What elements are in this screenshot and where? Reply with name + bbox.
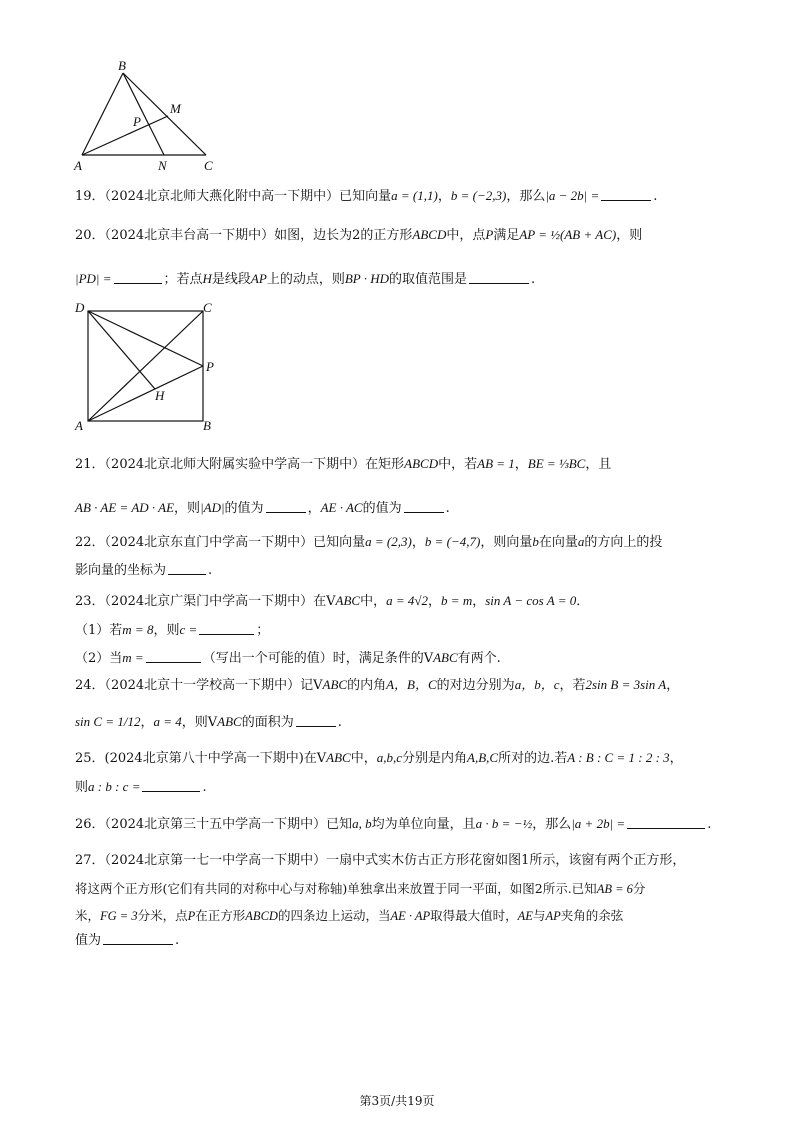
q19-expression: |a − 2b| = [545, 188, 600, 203]
q19-vector-b: b = (−2,3) [450, 188, 507, 203]
q20-pd-expression: |PD| = [75, 271, 112, 286]
q25-text-b: 中， [350, 751, 377, 766]
q24-source: （2024北京十一学校高一下期中） [104, 678, 301, 693]
segment-AM [82, 116, 168, 155]
q25-text-d: 所对的边.若 [498, 751, 568, 766]
question-20-line2 [75, 270, 535, 289]
q25-ratio: A : B : C = 1 : 2 : 3 [567, 750, 670, 765]
q26-end: . [707, 817, 712, 832]
q20-answer-blank-1[interactable] [114, 271, 162, 284]
q23-sub1-text: ，则 [153, 623, 180, 638]
q27-answer-blank[interactable] [103, 932, 173, 945]
q24-triangle: ABC [322, 677, 348, 692]
q23-sub2-text: （写出一个可能的值）时，满足条件的V [202, 651, 434, 666]
q27-line3-text-f: 与 [532, 908, 546, 923]
q27-ab-value: AB = 6 [596, 882, 633, 896]
q27-line1-text: 一扇中式实木仿古正方形花窗如图1所示，该窗有两个正方形， [326, 853, 686, 868]
q24-line2-text-b: 的面积为 [241, 715, 294, 730]
q22-answer-blank[interactable] [168, 562, 206, 575]
q23-end: ． [576, 594, 590, 609]
q27-line3-text-g: 夹角的余弦 [560, 908, 624, 923]
q25-angles: A,B,C [467, 750, 499, 765]
q22-text-d: 的方向上的投 [584, 535, 663, 550]
q21-answer-blank-1[interactable] [266, 500, 306, 513]
label-B2: B [203, 418, 211, 433]
q20-answer-blank-2[interactable] [469, 271, 529, 284]
q26-text-c: ，那么 [532, 817, 572, 832]
q21-line2-text-c: 的值为 [362, 501, 402, 516]
q27-line2-text: 将这两个正方形(它们有共同的对称中心与对称轴)单独拿出来放置于同一平面，如图2所示.已知 [75, 881, 597, 896]
q24-answer-blank[interactable] [296, 714, 336, 727]
question-23-sub1 [75, 621, 269, 640]
q26-source: （2024北京第三十五中学高一下期中） [104, 817, 327, 832]
label-M: M [170, 101, 181, 116]
q21-number: 21． [75, 457, 105, 472]
q20-line2-text-b: 是线段 [211, 272, 251, 287]
q21-end: . [445, 501, 450, 516]
label-N: N [158, 158, 167, 173]
q25-end: . [202, 780, 207, 795]
q24-line2-text: ，则V [181, 715, 218, 730]
q21-line2-text: ，则 [174, 501, 201, 516]
q24-text-d: ，若 [559, 678, 586, 693]
q26-expression: |a + 2b| = [571, 816, 626, 831]
square-diagram [70, 298, 230, 438]
segment-AC [88, 311, 203, 421]
q21-rect: ABCD [404, 456, 439, 471]
q27-line4-text: 值为 [75, 933, 102, 948]
segment-AP [88, 366, 203, 421]
q20-point-h: H [202, 271, 212, 286]
q22-number: 22． [75, 535, 105, 550]
label-C2: C [203, 300, 212, 315]
q24-condition: 2sin B = 3sin A [585, 677, 667, 692]
q22-vector-a: a = (2,3) [365, 534, 412, 549]
q20-text-d: ，则 [616, 228, 643, 243]
label-P2: P [206, 359, 214, 374]
q23-condition-1: a = 4√2 [386, 593, 429, 608]
q21-equation: AB · AE = AD · AE [75, 500, 175, 515]
q27-line3-text-a: 米， [75, 908, 101, 923]
q27-line3-text-b: 分米，点 [137, 908, 188, 923]
label-B: B [118, 58, 126, 73]
q24-number: 24． [75, 678, 105, 693]
question-25: 25．(2024北京第八十中学高一下期中)在VABC中，a,b,c分别是内角A,B,C所对的边.若A : B : C = 1 : 2 : 3， [75, 750, 683, 766]
q23-text: 在V [313, 594, 336, 609]
q26-condition: a · b = −½ [475, 816, 533, 831]
q20-end: . [531, 272, 536, 287]
q25-text-c: 分别是内角 [402, 751, 468, 766]
q23-sub1-ask: c = [179, 622, 198, 637]
question-27-line4 [75, 932, 179, 950]
q24-sides: a，b，c [514, 677, 560, 692]
q21-source: （2024北京北师大附属实验中学高一下期中） [104, 457, 366, 472]
question-27-line2 [75, 880, 645, 898]
q25-line2-text: 则 [75, 780, 89, 795]
q22-text-c: 在向量 [538, 535, 578, 550]
q27-vector-ap: AP [545, 909, 561, 923]
q23-sub2-answer-blank[interactable] [146, 650, 201, 663]
question-25-line2 [75, 778, 207, 797]
q24-text-b: 的内角 [347, 678, 387, 693]
question-24: 24．（2024北京十一学校高一下期中）记VABC的内角A，B，C的对边分别为a，b，c，若2sin B = 3sin A， [75, 677, 680, 693]
q21-text-c: ，且 [585, 457, 612, 472]
segment-DP [88, 311, 203, 366]
q25-number: 25． [75, 751, 105, 766]
q24-angles: A，B，C [386, 677, 437, 692]
q22-source: （2024北京东直门中学高一下期中） [104, 535, 314, 550]
label-P: P [133, 114, 141, 129]
q23-text-b: 中， [360, 594, 387, 609]
segment-BA [82, 73, 123, 155]
question-26 [75, 815, 711, 834]
q23-sub1-answer-blank[interactable] [199, 622, 254, 635]
q21-abs: |AD| [200, 500, 225, 515]
q24-line2-triangle: ABC [217, 714, 242, 729]
q20-source: （2024北京丰台高一下期中） [104, 228, 275, 243]
q26-answer-blank[interactable] [627, 816, 705, 829]
q21-line2-text-b: 的值为 [224, 501, 264, 516]
question-21: 21．（2024北京北师大附属实验中学高一下期中）在矩形ABCD中，若AB = 1，BE = ⅓BC，且 [75, 456, 612, 472]
q20-number: 20． [75, 228, 105, 243]
q27-square: ABCD [245, 909, 278, 923]
q20-text: 如图，边长为2的正方形 [274, 228, 413, 243]
q23-sub2-expression: m = [122, 650, 144, 665]
q22-line2-text: 影向量的坐标为 [75, 563, 167, 578]
q19-number: 19． [75, 189, 105, 204]
q23-source: （2024北京广渠门中学高一下期中） [104, 594, 314, 609]
label-H: H [155, 388, 165, 403]
q25-sides: a,b,c [376, 750, 403, 765]
q21-dot-product: AE · AC [320, 500, 363, 515]
q19-answer-blank[interactable] [601, 188, 651, 201]
q25-answer-blank[interactable] [142, 779, 200, 792]
q23-condition-3: sin A − cos A = 0 [485, 593, 577, 608]
triangle-diagram [70, 58, 220, 173]
figure-triangle [70, 58, 220, 173]
q27-number: 27． [75, 853, 105, 868]
label-A2: A [75, 418, 83, 433]
q20-dot-product: BP · HD [344, 271, 390, 286]
q20-text-b: 中，点 [446, 228, 486, 243]
q23-sub2-end: 有两个. [457, 651, 501, 666]
q25-triangle: ABC [326, 750, 351, 765]
q25-expression: a : b : c = [88, 779, 141, 794]
q22-vector-b: b = (−4,7) [424, 534, 481, 549]
q19-end: . [653, 189, 658, 204]
question-27 [75, 852, 685, 870]
q24-a-value: a = 4 [153, 714, 182, 729]
q23-condition-2: b = m [441, 593, 473, 608]
q23-number: 23． [75, 594, 105, 609]
q23-triangle: ABC [335, 593, 361, 608]
q24-text-c: 的对边分别为 [436, 678, 515, 693]
q23-sub2-triangle: ABC [433, 650, 458, 665]
q19-source: （2024北京北师大燕化附中高一下期中） [104, 189, 340, 204]
page-footer: 第3页/共19页 [359, 1094, 435, 1108]
q20-text-c: 满足 [493, 228, 520, 243]
q25-source: (2024北京第八十中学高一下期中) [104, 751, 304, 766]
question-23: 23．（2024北京广渠门中学高一下期中）在VABC中，a = 4√2，b = m，sin A − cos A = 0． [75, 593, 590, 609]
q27-end: . [175, 933, 180, 948]
q21-condition-2: BE = ⅓BC [527, 456, 586, 471]
q21-text-b: 中，若 [438, 457, 478, 472]
question-24-line2: sin C = 1/12，a = 4，则VABC的面积为 . [75, 714, 342, 730]
q20-line2-text-c: 上的动点，则 [266, 272, 345, 287]
q27-source: （2024北京第一七一中学高一下期中） [104, 853, 327, 868]
q24-sinc: sin C = 1/12 [75, 714, 141, 729]
q26-vectors: a, b [352, 816, 372, 831]
question-21-line2: AB · AE = AD · AE，则|AD|的值为 ，AE · AC的值为 . [75, 500, 450, 516]
q23-sub1-expression: m = 8 [122, 622, 154, 637]
q22-text: 已知向量 [313, 535, 366, 550]
q24-end: . [337, 715, 342, 730]
segment-DH [88, 311, 155, 389]
q26-number: 26． [75, 817, 105, 832]
q27-fg-value: FG = 3 [100, 909, 138, 923]
q19-text: 已知向量 [339, 189, 392, 204]
q20-square: ABCD [412, 227, 447, 242]
label-C: C [204, 158, 213, 173]
q19-text-b: ，那么 [506, 189, 546, 204]
q21-answer-blank-2[interactable] [404, 500, 444, 513]
question-20 [75, 226, 642, 245]
question-27-line3 [75, 907, 623, 925]
q27-line3-text-c: 在正方形 [195, 908, 246, 923]
q20-segment-ap: AP [250, 271, 267, 286]
q23-sub1-label: （1）若 [75, 623, 123, 638]
q20-line2-text: ；若点 [163, 272, 203, 287]
label-D: D [75, 300, 85, 315]
question-23-sub2 [75, 649, 501, 668]
q22-v1: b [532, 534, 539, 549]
question-19: 19．（2024北京北师大燕化附中高一下期中）已知向量a = (1,1)，b = (−2,3)，那么|a − 2b| = . [75, 188, 658, 204]
q24-text: 记V [300, 678, 323, 693]
segment-BN [123, 73, 164, 155]
q20-line2-text-d: 的取值范围是 [389, 272, 468, 287]
q27-line3-text-d: 的四条边上运动，当 [277, 908, 391, 923]
q27-line3-text-e: 取得最大值时， [430, 908, 518, 923]
label-A: A [74, 158, 82, 173]
q20-point: P [485, 227, 494, 242]
q19-vector-a: a = (1,1) [391, 188, 438, 203]
q27-dot-product: AE · AP [390, 909, 431, 923]
q26-text-b: 均为单位向量，且 [371, 817, 476, 832]
q27-point-p: P [187, 909, 196, 923]
q27-line2-end: 分 [632, 881, 646, 896]
q22-end: . [208, 563, 213, 578]
question-22-line2 [75, 562, 212, 580]
q27-vector-ae: AE [517, 909, 533, 923]
q22-text-b: ，则向量 [480, 535, 533, 550]
q21-text: 在矩形 [365, 457, 405, 472]
q21-condition-1: AB = 1 [477, 456, 515, 471]
q26-text: 已知 [326, 817, 353, 832]
q23-sub1-end: ； [256, 623, 270, 638]
question-22: 22．（2024北京东直门中学高一下期中）已知向量a = (2,3)，b = (−4,7)，则向量b在向量a的方向上的投 [75, 534, 663, 550]
q22-v2: a [577, 534, 585, 549]
q23-sub2-label: （2）当 [75, 651, 123, 666]
q25-text: 在V [303, 751, 327, 766]
figure-square [70, 298, 230, 438]
q20-expression: AP = ½(AB + AC) [519, 227, 617, 242]
